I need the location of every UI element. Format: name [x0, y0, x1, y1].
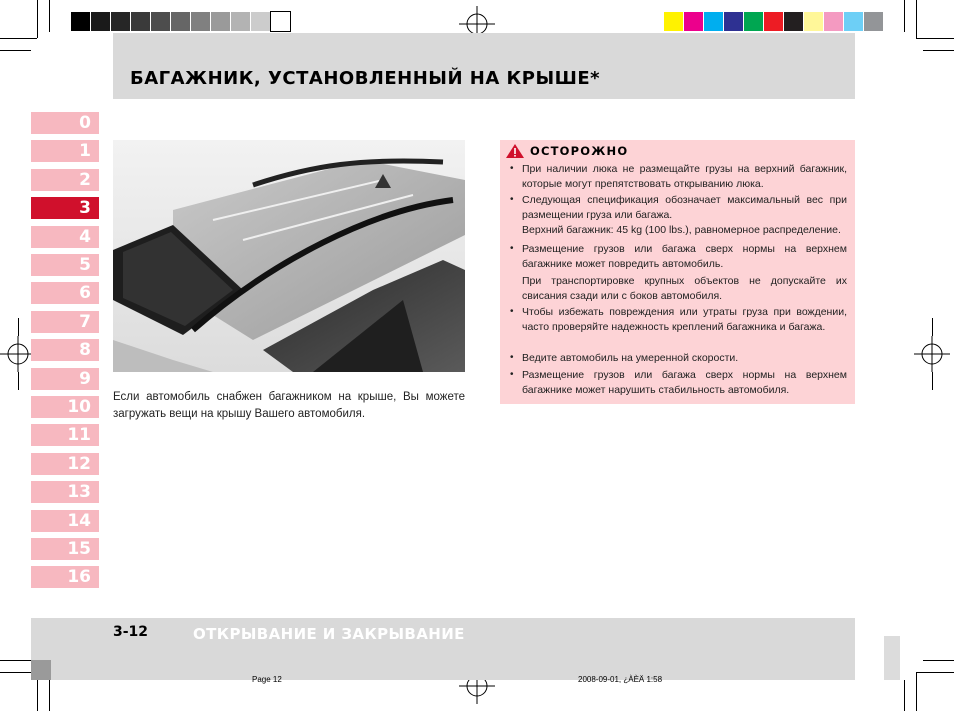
chapter-tab-13[interactable]: 13	[31, 481, 99, 503]
crop-mark	[923, 50, 954, 51]
crop-mark	[0, 660, 31, 661]
gray-swatch	[271, 12, 290, 31]
color-swatch	[804, 12, 823, 31]
crop-mark	[18, 318, 19, 336]
caution-spec-note: Верхний багажник: 45 kg (100 lbs.), равномерное распределение.	[522, 224, 841, 236]
chapter-tab-7[interactable]: 7	[31, 311, 99, 333]
chapter-tab-1[interactable]: 1	[31, 140, 99, 162]
chapter-tab-3[interactable]: 3	[31, 197, 99, 219]
section-title: ОТКРЫВАНИЕ И ЗАКРЫВАНИЕ	[193, 625, 465, 643]
caution-item: Ведите автомобиль на умеренной скорости.	[522, 352, 739, 364]
crop-mark	[932, 372, 933, 390]
crop-mark	[916, 672, 917, 711]
chapter-tab-5[interactable]: 5	[31, 254, 99, 276]
page-number: 3-12	[113, 624, 149, 640]
crop-mark	[904, 0, 905, 32]
list-bullet: •	[510, 306, 514, 317]
caution-item: Чтобы избежать повреждения или утраты груза при вождении, часто проверяйте надежность креплений багажника и багажа.	[522, 306, 847, 333]
gray-swatch	[91, 12, 110, 31]
crop-mark	[932, 318, 933, 336]
footer-corner-block	[31, 660, 51, 680]
crop-mark	[904, 680, 905, 711]
caution-item: При наличии люка не размещайте грузы на верхний багажник, которые могут препятствовать открыванию люка.	[522, 163, 847, 190]
chapter-tab-12[interactable]: 12	[31, 453, 99, 475]
print-slug-date: 2008-09-01, ¿ÀÈÄ 1:58	[578, 675, 663, 684]
color-swatch	[744, 12, 763, 31]
caution-item: Следующая спецификация обозначает максимальный вес при размещении груза или багажа.	[522, 194, 847, 221]
list-bullet: •	[510, 369, 514, 380]
caution-transport-note: При транспортировке крупных объектов не допускайте их свисания сзади или с боков автомобиля.	[522, 275, 847, 302]
crop-mark	[916, 0, 917, 38]
gray-swatch	[111, 12, 130, 31]
crop-mark	[37, 0, 38, 38]
chapter-tab-6[interactable]: 6	[31, 282, 99, 304]
chapter-tab-4[interactable]: 4	[31, 226, 99, 248]
color-swatch	[684, 12, 703, 31]
crop-mark	[49, 0, 50, 32]
header-band	[113, 33, 855, 99]
chapter-tab-14[interactable]: 14	[31, 510, 99, 532]
crop-mark	[0, 50, 31, 51]
gray-swatch	[131, 12, 150, 31]
color-swatch	[844, 12, 863, 31]
body-paragraph: Если автомобиль снабжен багажником на крыше, Вы можете загружать вещи на крышу Вашего автомобиля.	[113, 391, 465, 420]
page-title: БАГАЖНИК, УСТАНОВЛЕННЫЙ НА КРЫШЕ*	[130, 68, 601, 89]
color-swatch	[724, 12, 743, 31]
chapter-tab-16[interactable]: 16	[31, 566, 99, 588]
crop-mark	[916, 672, 954, 673]
chapter-tab-9[interactable]: 9	[31, 368, 99, 390]
color-swatch	[824, 12, 843, 31]
list-bullet: •	[510, 352, 514, 363]
footer-side-strip	[884, 636, 900, 680]
color-swatch	[764, 12, 783, 31]
gray-swatch	[251, 12, 270, 31]
chapter-tab-15[interactable]: 15	[31, 538, 99, 560]
gray-swatch	[151, 12, 170, 31]
gray-swatch	[211, 12, 230, 31]
caution-title: ОСТОРОЖНО	[530, 144, 629, 158]
list-bullet: •	[510, 194, 514, 205]
warning-triangle-icon	[505, 143, 525, 159]
registration-mark-icon	[914, 336, 950, 372]
gray-swatch	[171, 12, 190, 31]
chapter-tab-0[interactable]: 0	[31, 112, 99, 134]
crop-mark	[49, 680, 50, 711]
gray-swatch	[191, 12, 210, 31]
chapter-tab-8[interactable]: 8	[31, 339, 99, 361]
chapter-tab-10[interactable]: 10	[31, 396, 99, 418]
crop-mark	[923, 660, 954, 661]
color-swatch	[784, 12, 803, 31]
crop-mark	[18, 372, 19, 390]
caution-item: Размещение грузов или багажа сверх нормы на верхнем багажнике может повредить автомобиль.	[522, 243, 847, 270]
crop-mark	[0, 38, 37, 39]
gray-swatch	[231, 12, 250, 31]
color-swatch	[704, 12, 723, 31]
chapter-tab-11[interactable]: 11	[31, 424, 99, 446]
roof-rack-photo	[113, 140, 465, 372]
caution-item: Размещение грузов или багажа сверх нормы на верхнем багажнике может нарушить стабильность автомобиля.	[522, 369, 847, 396]
print-slug-page: Page 12	[252, 675, 282, 684]
gray-swatch	[71, 12, 90, 31]
list-bullet: •	[510, 243, 514, 254]
crop-mark	[916, 38, 954, 39]
color-swatch	[664, 12, 683, 31]
color-swatch	[864, 12, 883, 31]
list-bullet: •	[510, 163, 514, 174]
chapter-tab-2[interactable]: 2	[31, 169, 99, 191]
